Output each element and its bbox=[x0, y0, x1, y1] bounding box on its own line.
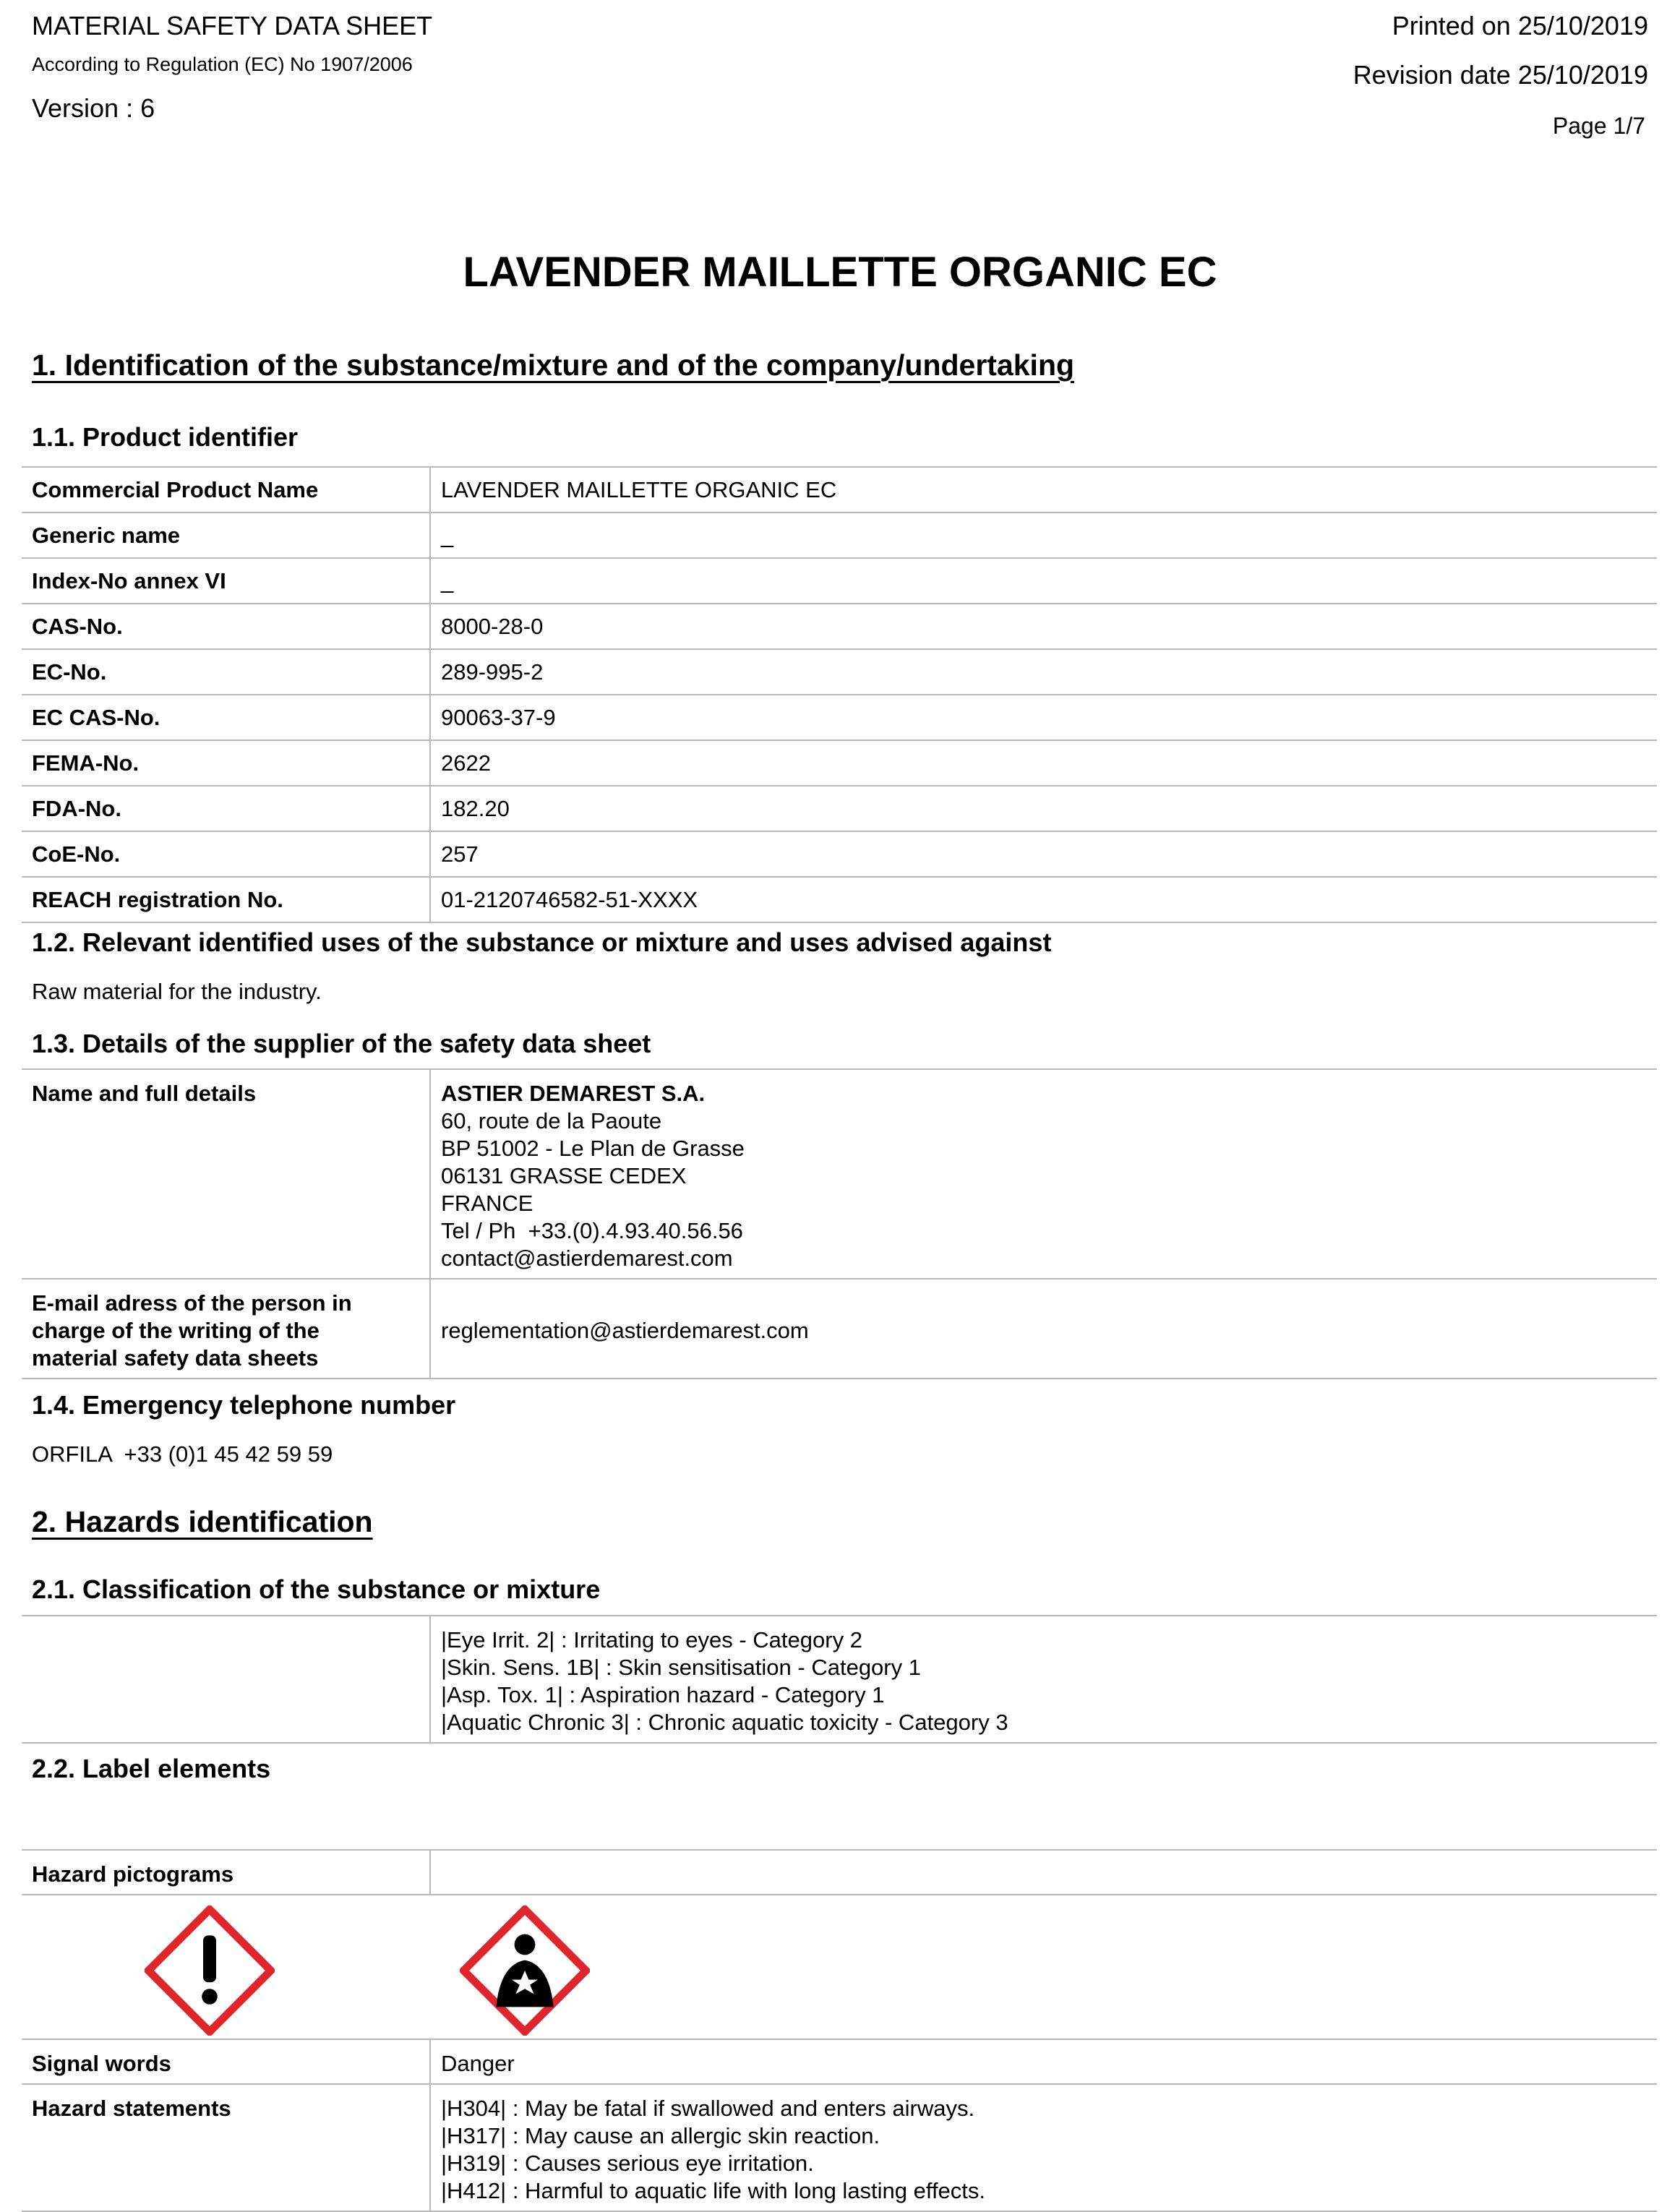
table-row bbox=[22, 786, 1657, 831]
table-row bbox=[22, 1069, 1657, 1279]
row-label: FDA-No. bbox=[22, 786, 430, 831]
table-row bbox=[22, 695, 1657, 740]
hazard-statement: |H317| : May cause an allergic skin reaction. bbox=[441, 2123, 880, 2148]
row-label: Name and full details bbox=[22, 1069, 430, 1279]
address-line: BP 51002 - Le Plan de Grasse bbox=[441, 1136, 745, 1161]
classification-line: |Skin. Sens. 1B| : Skin sensitisation - Category 1 bbox=[441, 1655, 921, 1680]
table-row bbox=[22, 877, 1657, 922]
table-row bbox=[22, 831, 1657, 877]
pictograms-header-table bbox=[22, 1849, 1657, 1895]
health-hazard-icon bbox=[460, 1906, 590, 2036]
section-1-4-title: 1.4. Emergency telephone number bbox=[32, 1390, 456, 1420]
regulation-text: According to Regulation (EC) No 1907/2006 bbox=[32, 53, 413, 75]
row-value: 289-995-2 bbox=[430, 649, 1657, 695]
revision-date: Revision date 25/10/2019 bbox=[1353, 60, 1648, 90]
supplier-details bbox=[430, 1069, 1657, 1279]
document-title: LAVENDER MAILLETTE ORGANIC EC bbox=[463, 249, 1217, 296]
row-label: Hazard pictograms bbox=[22, 1850, 430, 1895]
row-label: Generic name bbox=[22, 513, 430, 558]
row-label: EC CAS-No. bbox=[22, 695, 430, 740]
company-name: ASTIER DEMAREST S.A. bbox=[441, 1081, 706, 1106]
section-1-1-title: 1.1. Product identifier bbox=[32, 422, 299, 452]
table-row bbox=[22, 2084, 1657, 2211]
row-label: CAS-No. bbox=[22, 604, 430, 649]
row-label: Hazard statements bbox=[22, 2084, 430, 2211]
pictogram-row bbox=[0, 1906, 1680, 2050]
row-label: CoE-No. bbox=[22, 831, 430, 877]
hazard-statement: |H412| : Harmful to aquatic life with long lasting effects. bbox=[441, 2178, 986, 2203]
row-label: Index-No annex VI bbox=[22, 558, 430, 604]
row-label: Commercial Product Name bbox=[22, 467, 430, 513]
emergency-phone-text: ORFILA +33 (0)1 45 42 59 59 bbox=[32, 1441, 333, 1467]
exclamation-mark-icon bbox=[145, 1906, 275, 2036]
row-value: 182.20 bbox=[430, 786, 1657, 831]
section-1-3-title: 1.3. Details of the supplier of the safety data sheet bbox=[32, 1029, 651, 1058]
page-number: Page 1/7 bbox=[1552, 113, 1645, 139]
table-row bbox=[22, 513, 1657, 558]
address-line: 06131 GRASSE CEDEX bbox=[441, 1163, 687, 1188]
classification-lines bbox=[430, 1616, 1657, 1743]
address-line: FRANCE bbox=[441, 1191, 533, 1216]
identified-uses-text: Raw material for the industry. bbox=[32, 979, 322, 1004]
row-value: 8000-28-0 bbox=[430, 604, 1657, 649]
section-2-2-title: 2.2. Label elements bbox=[32, 1754, 271, 1783]
phone-line: Tel / Ph +33.(0).4.93.40.56.56 bbox=[441, 1218, 743, 1243]
classification-table bbox=[22, 1615, 1657, 1744]
section-1-title: 1. Identification of the substance/mixture and of the company/undertaking bbox=[32, 348, 1075, 382]
table-row bbox=[22, 1616, 1657, 1743]
classification-line: |Aquatic Chronic 3| : Chronic aquatic toxicity - Category 3 bbox=[441, 1710, 1008, 1735]
row-label: FEMA-No. bbox=[22, 740, 430, 786]
row-value bbox=[430, 1850, 1657, 1895]
row-value: 257 bbox=[430, 831, 1657, 877]
row-label: E-mail adress of the person in charge of the writing of the material safety data sheets bbox=[22, 1279, 430, 1379]
table-row bbox=[22, 649, 1657, 695]
product-identifier-table bbox=[22, 466, 1657, 923]
hazard-statements bbox=[430, 2084, 1657, 2211]
row-value: 2622 bbox=[430, 740, 1657, 786]
table-row bbox=[22, 1279, 1657, 1379]
table-row bbox=[22, 1850, 1657, 1895]
signal-word: Danger bbox=[430, 2039, 1657, 2084]
header-right bbox=[1353, 10, 1648, 140]
header-left bbox=[32, 10, 432, 124]
row-label: EC-No. bbox=[22, 649, 430, 695]
label-elements-table bbox=[22, 2039, 1657, 2212]
classification-line: |Eye Irrit. 2| : Irritating to eyes - Category 2 bbox=[441, 1627, 862, 1652]
row-label: REACH registration No. bbox=[22, 877, 430, 922]
contact-email: contact@astierdemarest.com bbox=[441, 1246, 733, 1271]
table-row bbox=[22, 558, 1657, 604]
version-text: Version : 6 bbox=[32, 93, 155, 123]
doc-type: MATERIAL SAFETY DATA SHEET bbox=[32, 11, 433, 40]
row-label bbox=[22, 1616, 430, 1743]
table-row bbox=[22, 604, 1657, 649]
row-value: _ bbox=[430, 513, 1657, 558]
table-row bbox=[22, 2039, 1657, 2084]
row-value: 90063-37-9 bbox=[430, 695, 1657, 740]
hazard-statement: |H304| : May be fatal if swallowed and enters airways. bbox=[441, 2096, 975, 2121]
row-label: Signal words bbox=[22, 2039, 430, 2084]
supplier-table bbox=[22, 1068, 1657, 1379]
reglementation-email: reglementation@astierdemarest.com bbox=[430, 1279, 1657, 1379]
section-2-title: 2. Hazards identification bbox=[32, 1505, 373, 1538]
hazard-statement: |H319| : Causes serious eye irritation. bbox=[441, 2151, 814, 2176]
table-row bbox=[22, 740, 1657, 786]
classification-line: |Asp. Tox. 1| : Aspiration hazard - Category 1 bbox=[441, 1682, 885, 1707]
row-value: _ bbox=[430, 558, 1657, 604]
section-2-1-title: 2.1. Classification of the substance or mixture bbox=[32, 1574, 601, 1604]
table-row bbox=[22, 467, 1657, 513]
address-line: 60, route de la Paoute bbox=[441, 1108, 662, 1133]
row-value: LAVENDER MAILLETTE ORGANIC EC bbox=[430, 467, 1657, 513]
section-1-2-title: 1.2. Relevant identified uses of the substance or mixture and uses advised against bbox=[32, 927, 1052, 957]
printed-date: Printed on 25/10/2019 bbox=[1392, 11, 1648, 40]
row-value: 01-2120746582-51-XXXX bbox=[430, 877, 1657, 922]
